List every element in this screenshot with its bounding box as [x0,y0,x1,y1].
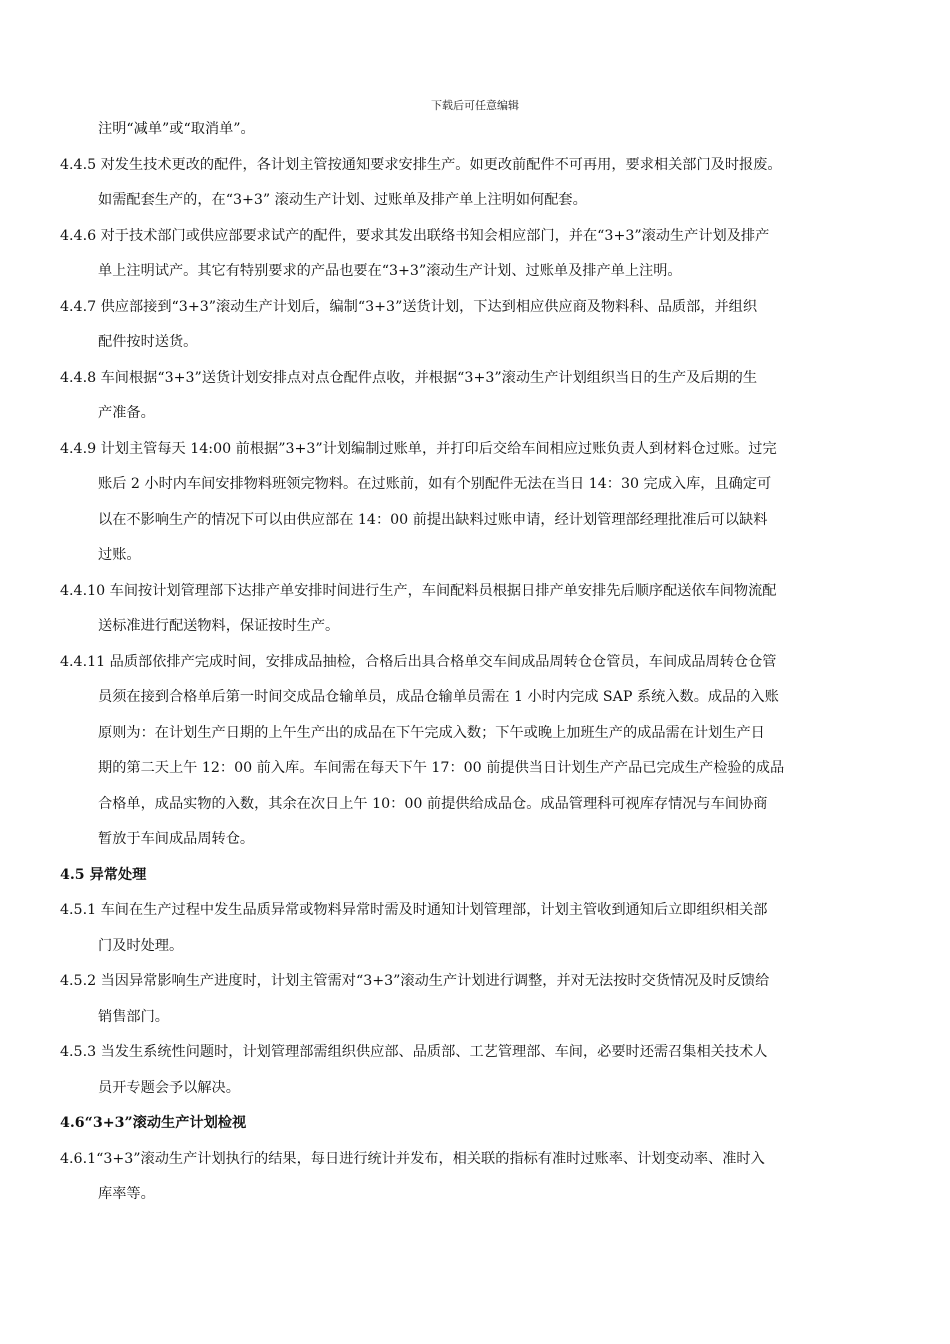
text-line: 注明“减单”或“取消单”。 [98,121,255,137]
text-line: 员须在接到合格单后第一时间交成品仓输单员，成品仓输单员需在 1 小时内完成 SAP 系统入数。成品的入账 [98,689,779,705]
text-line: 账后 2 小时内车间安排物料班领完物料。在过账前，如有个别配件无法在当日 14：30 完成入库，且确定可 [98,476,772,492]
text-line: 4.5.2 当因异常影响生产进度时，计划主管需对“3+3”滚动生产计划进行调整，并对无法按时交货情况及时反馈给 [60,973,770,989]
text-line: 过账。 [98,547,141,563]
text-line: 4.4.9 计划主管每天 14:00 前根据”3+3”计划编制过账单，并打印后交给车间相应过账负责人到材料仓过账。过完 [60,440,777,457]
text-line: 暂放于车间成品周转仓。 [98,831,255,847]
text-line: 4.4.6 对于技术部门或供应部要求试产的配件，要求其发出联络书知会相应部门，并在“3+3”滚动生产计划及排产 [60,227,770,244]
text-line: 员开专题会予以解决。 [98,1079,240,1096]
text-line: 送标准进行配送物料，保证按时生产。 [98,618,340,634]
section-heading: 4.5 异常处理 [60,866,147,883]
text-line: 期的第二天上午 12：00 前入库。车间需在每天下午 17：00 前提供当日计划生产产品已完成生产检验的成品 [98,760,785,776]
text-line: 4.4.8 车间根据“3+3”送货计划安排点对点仓配件点收，并根据“3+3”滚动生产计划组织当日的生产及后期的生 [60,369,758,386]
text-line: 4.6.1“3+3”滚动生产计划执行的结果，每日进行统计并发布，相关联的指标有准时过账率、计划变动率、准时入 [60,1150,765,1167]
text-line: 以在不影响生产的情况下可以由供应部在 14：00 前提出缺料过账申请，经计划管理部经理批准后可以缺料 [98,511,768,528]
text-line: 单上注明试产。其它有特别要求的产品也要在“3+3”滚动生产计划、过账单及排产单上注明。 [98,263,682,279]
text-line: 4.5.3 当发生系统性问题时，计划管理部需组织供应部、品质部、工艺管理部、车间，必要时还需召集相关技术人 [60,1044,768,1060]
text-line: 产准备。 [98,405,155,421]
text-line: 如需配套生产的，在“3+3” 滚动生产计划、过账单及排产单上注明如何配套。 [98,192,587,208]
text-line: 4.4.11 品质部依排产完成时间，安排成品抽检，合格后出具合格单交车间成品周转仓仓管员，车间成品周转仓仓管 [60,653,777,670]
text-line: 4.4.7 供应部接到“3+3”滚动生产计划后，编制“3+3”送货计划，下达到相应供应商及物料科、品质部，并组织 [60,298,758,315]
text-line: 库率等。 [98,1186,155,1202]
page-header: 下载后可任意编辑 [431,99,519,112]
section-heading: 4.6“3+3”滚动生产计划检视 [60,1115,247,1131]
text-line: 门及时处理。 [98,937,184,954]
text-line: 合格单，成品实物的入数，其余在次日上午 10：00 前提供给成品仓。成品管理科可视库存情况与车间协商 [98,795,768,812]
text-line: 销售部门。 [98,1008,169,1025]
text-line: 原则为：在计划生产日期的上午生产出的成品在下午完成入数；下午或晚上加班生产的成品需在计划生产日 [98,724,765,741]
text-line: 4.4.10 车间按计划管理部下达排产单安排时间进行生产，车间配料员根据日排产单安排先后顺序配送依车间物流配 [60,582,777,599]
document-body [60,112,892,1213]
text-line: 配件按时送货。 [98,334,198,350]
text-line: 4.5.1 车间在生产过程中发生品质异常或物料异常时需及时通知计划管理部，计划主管收到通知后立即组织相关部 [60,902,768,918]
text-line: 4.4.5 对发生技术更改的配件，各计划主管按通知要求安排生产。如更改前配件不可再用，要求相关部门及时报废。 [60,156,782,173]
